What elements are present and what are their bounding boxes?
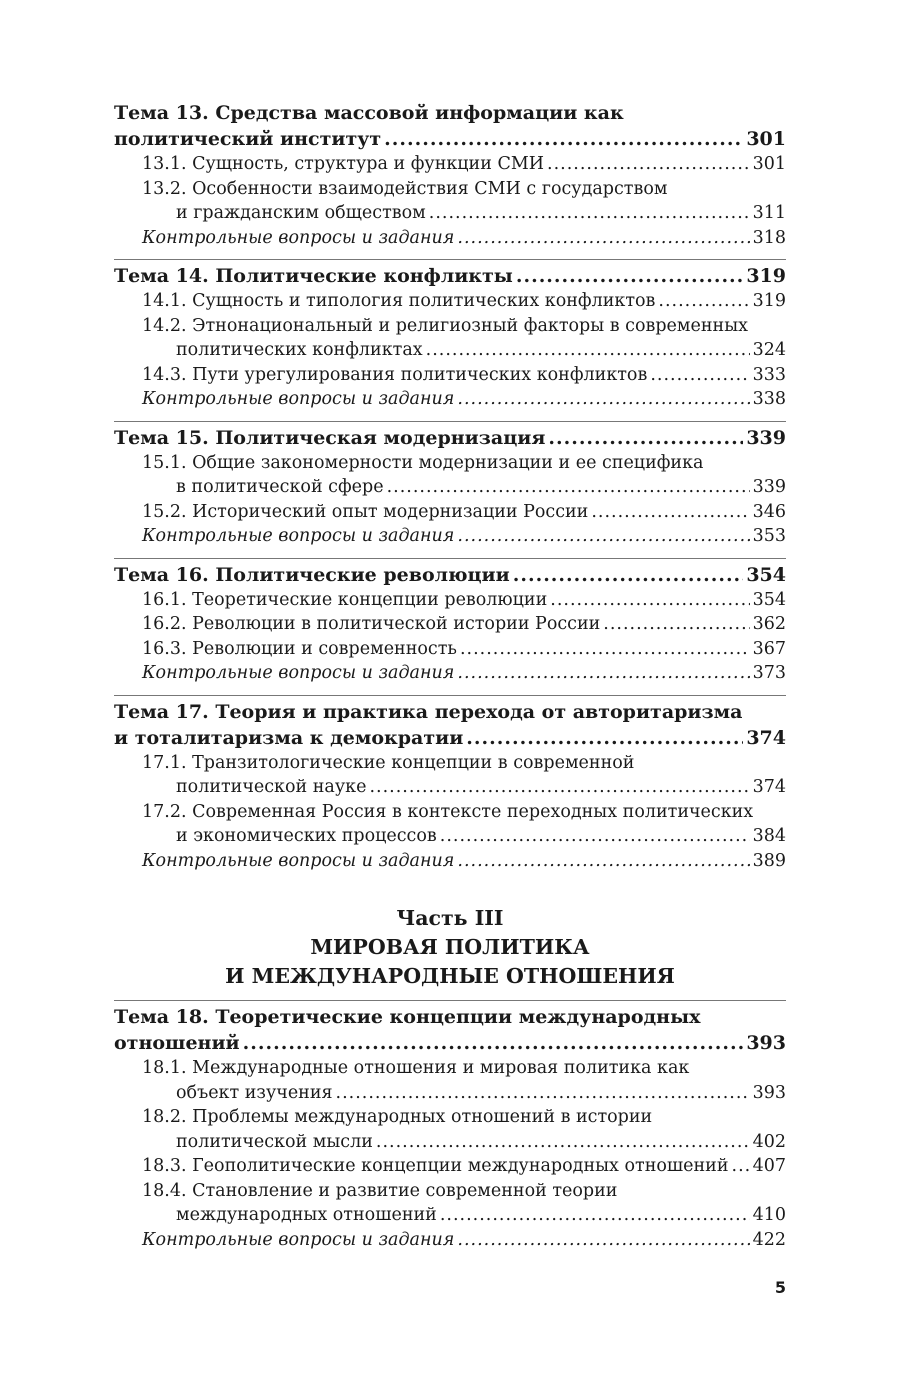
- section-title: 14.2. Этнонациональный и религиозный факторы в современных: [142, 315, 749, 336]
- section-title: 16.1. Теоретические концепции революции: [142, 589, 548, 610]
- section-title: 18.2. Проблемы международных отношений в истории: [142, 1107, 653, 1127]
- leader-dots: [460, 637, 750, 662]
- section-entry: [114, 314, 786, 363]
- questions-label: Контрольные вопросы и задания: [142, 663, 455, 683]
- section-title: 15.1. Общие закономерности модернизации и ее специфика: [142, 452, 704, 473]
- topic-title: [114, 425, 786, 451]
- topic-title-line: Тема 17. Теория и практика перехода от авторитаризма: [114, 700, 743, 723]
- topic-title-line: Тема 16. Политические революции: [114, 563, 510, 586]
- leader-dots: [387, 475, 750, 500]
- section-title: 18.4. Становление и развитие современной теории: [142, 1180, 618, 1201]
- page-ref: 362: [752, 614, 786, 634]
- leader-dots: [457, 1228, 749, 1253]
- topic-16: [114, 558, 786, 686]
- section-entry: [114, 500, 786, 525]
- leader-dots: [650, 363, 749, 388]
- review-questions: [114, 226, 786, 251]
- section-title: 13.1. Сущность, структура и функции СМИ: [142, 154, 545, 174]
- topic-title-line: Тема 15. Политическая модернизация: [114, 426, 546, 449]
- page-ref: 311: [752, 203, 786, 223]
- review-questions: [114, 1228, 786, 1253]
- section-entry: [114, 588, 786, 613]
- section-title: 17.2. Современная Россия в контексте переходных политических: [142, 801, 754, 822]
- section-title-cont: политической науке: [176, 777, 367, 797]
- section-entry: [114, 451, 786, 500]
- leader-dots: [547, 152, 750, 177]
- leader-dots: [243, 1030, 744, 1056]
- section-entry: [114, 363, 786, 388]
- page-ref: 384: [752, 826, 786, 846]
- section-title-cont: международных отношений: [176, 1205, 437, 1225]
- section-title: 17.1. Транзитологические концепции в современной: [142, 752, 635, 773]
- page-ref: 407: [752, 1156, 786, 1176]
- part-number: Часть III: [396, 906, 504, 930]
- leader-dots: [336, 1081, 750, 1106]
- leader-dots: [457, 387, 749, 412]
- section-title-cont: политической мысли: [176, 1131, 373, 1152]
- leader-dots: [376, 1130, 750, 1155]
- section-title-cont: и гражданским обществом: [176, 203, 426, 223]
- page-ref: 374: [746, 726, 786, 749]
- section-entry: [114, 637, 786, 662]
- questions-label: Контрольные вопросы и задания: [142, 227, 455, 248]
- leader-dots: [440, 824, 750, 849]
- page-ref: 339: [746, 426, 786, 449]
- leader-dots: [457, 849, 749, 874]
- section-title: 16.2. Революции в политической истории России: [142, 614, 601, 634]
- page-ref: 422: [752, 1229, 786, 1250]
- section-entry: [114, 177, 786, 226]
- section-title-cont: в политической сфере: [176, 477, 384, 497]
- topic-title-line: Тема 14. Политические конфликты: [114, 265, 513, 287]
- page-ref: 338: [752, 389, 786, 409]
- section-title: 18.1. Международные отношения и мировая политика как: [142, 1058, 690, 1078]
- leader-dots: [466, 725, 743, 751]
- topic-14: [114, 259, 786, 412]
- section-entry: [114, 1056, 786, 1105]
- leader-dots: [516, 263, 743, 289]
- page-ref: 410: [752, 1205, 786, 1225]
- section-entry: [114, 612, 786, 637]
- leader-dots: [658, 289, 749, 314]
- topic-title: [114, 263, 786, 289]
- section-entry: [114, 1105, 786, 1154]
- page-ref: 346: [752, 501, 786, 522]
- page-ref: 354: [746, 563, 786, 586]
- section-entry: [114, 152, 786, 177]
- leader-dots: [513, 562, 744, 588]
- leader-dots: [603, 612, 749, 637]
- section-title: 14.3. Пути урегулирования политических конфликтов: [142, 364, 648, 385]
- topic-title: [114, 100, 786, 152]
- topic-title-line: Тема 13. Средства массовой информации как: [114, 102, 624, 124]
- topic-13: [114, 100, 786, 250]
- topic-15: [114, 421, 786, 549]
- topic-title-line: политический институт: [114, 128, 382, 150]
- page-ref: 333: [752, 364, 786, 385]
- part-heading: [114, 904, 786, 991]
- section-entry: [114, 289, 786, 314]
- section-title-cont: и экономических процессов: [176, 826, 437, 846]
- section-entry: [114, 800, 786, 849]
- leader-dots: [369, 775, 749, 800]
- leader-dots: [457, 524, 749, 549]
- leader-dots: [429, 201, 750, 226]
- review-questions: [114, 387, 786, 412]
- page-ref: 374: [752, 777, 786, 797]
- page-ref: 339: [752, 477, 786, 497]
- section-title: 16.3. Революции и современность: [142, 638, 457, 659]
- leader-dots: [548, 425, 743, 451]
- leader-dots: [384, 126, 743, 152]
- topic-title: [114, 562, 786, 588]
- topic-18: [114, 1000, 786, 1252]
- section-entry: [114, 1154, 786, 1179]
- section-title: 15.2. Исторический опыт модернизации России: [142, 501, 589, 522]
- page-ref: 318: [752, 227, 786, 248]
- part-title-line: И МЕЖДУНАРОДНЫЕ ОТНОШЕНИЯ: [225, 964, 675, 988]
- leader-dots: [457, 661, 749, 686]
- page-ref: 319: [752, 291, 786, 311]
- leader-dots: [732, 1154, 750, 1179]
- page-ref: 393: [746, 1032, 786, 1054]
- questions-label: Контрольные вопросы и задания: [142, 389, 455, 409]
- page-ref: 324: [752, 340, 786, 360]
- table-of-contents: [114, 100, 786, 1252]
- section-entry: [114, 751, 786, 800]
- page-ref: 402: [752, 1131, 786, 1152]
- section-title-cont: объект изучения: [176, 1082, 333, 1103]
- questions-label: Контрольные вопросы и задания: [142, 850, 455, 871]
- topic-title: [114, 699, 786, 751]
- topic-title-line: отношений: [114, 1032, 240, 1054]
- leader-dots: [440, 1203, 750, 1228]
- leader-dots: [591, 500, 749, 525]
- page-ref: 353: [752, 526, 786, 546]
- topic-title: [114, 1004, 786, 1056]
- section-entry: [114, 1179, 786, 1228]
- page-ref: 367: [752, 638, 786, 659]
- leader-dots: [550, 588, 749, 613]
- topic-title-line: Тема 18. Теоретические концепции международных: [114, 1006, 701, 1028]
- page-ref: 354: [752, 589, 786, 610]
- questions-label: Контрольные вопросы и задания: [142, 1229, 455, 1250]
- page-ref: 393: [752, 1082, 786, 1103]
- section-title: 14.1. Сущность и типология политических конфликтов: [142, 291, 656, 311]
- questions-label: Контрольные вопросы и задания: [142, 526, 455, 546]
- topic-title-line: и тоталитаризма к демократии: [114, 726, 464, 749]
- review-questions: [114, 661, 786, 686]
- leader-dots: [457, 226, 749, 251]
- page-ref: 373: [752, 663, 786, 683]
- part-title-line: МИРОВАЯ ПОЛИТИКА: [310, 935, 590, 959]
- page-ref: 389: [752, 850, 786, 871]
- section-title: 13.2. Особенности взаимодействия СМИ с государством: [142, 178, 668, 199]
- page-number: 5: [774, 1278, 786, 1297]
- leader-dots: [426, 338, 750, 363]
- review-questions: [114, 524, 786, 549]
- section-title-cont: политических конфликтах: [176, 340, 423, 360]
- page-ref: 319: [746, 265, 786, 287]
- page-ref: 301: [752, 154, 786, 174]
- section-title: 18.3. Геополитические концепции международных отношений: [142, 1156, 729, 1176]
- review-questions: [114, 849, 786, 874]
- topic-17: [114, 695, 786, 874]
- page-ref: 301: [746, 128, 786, 150]
